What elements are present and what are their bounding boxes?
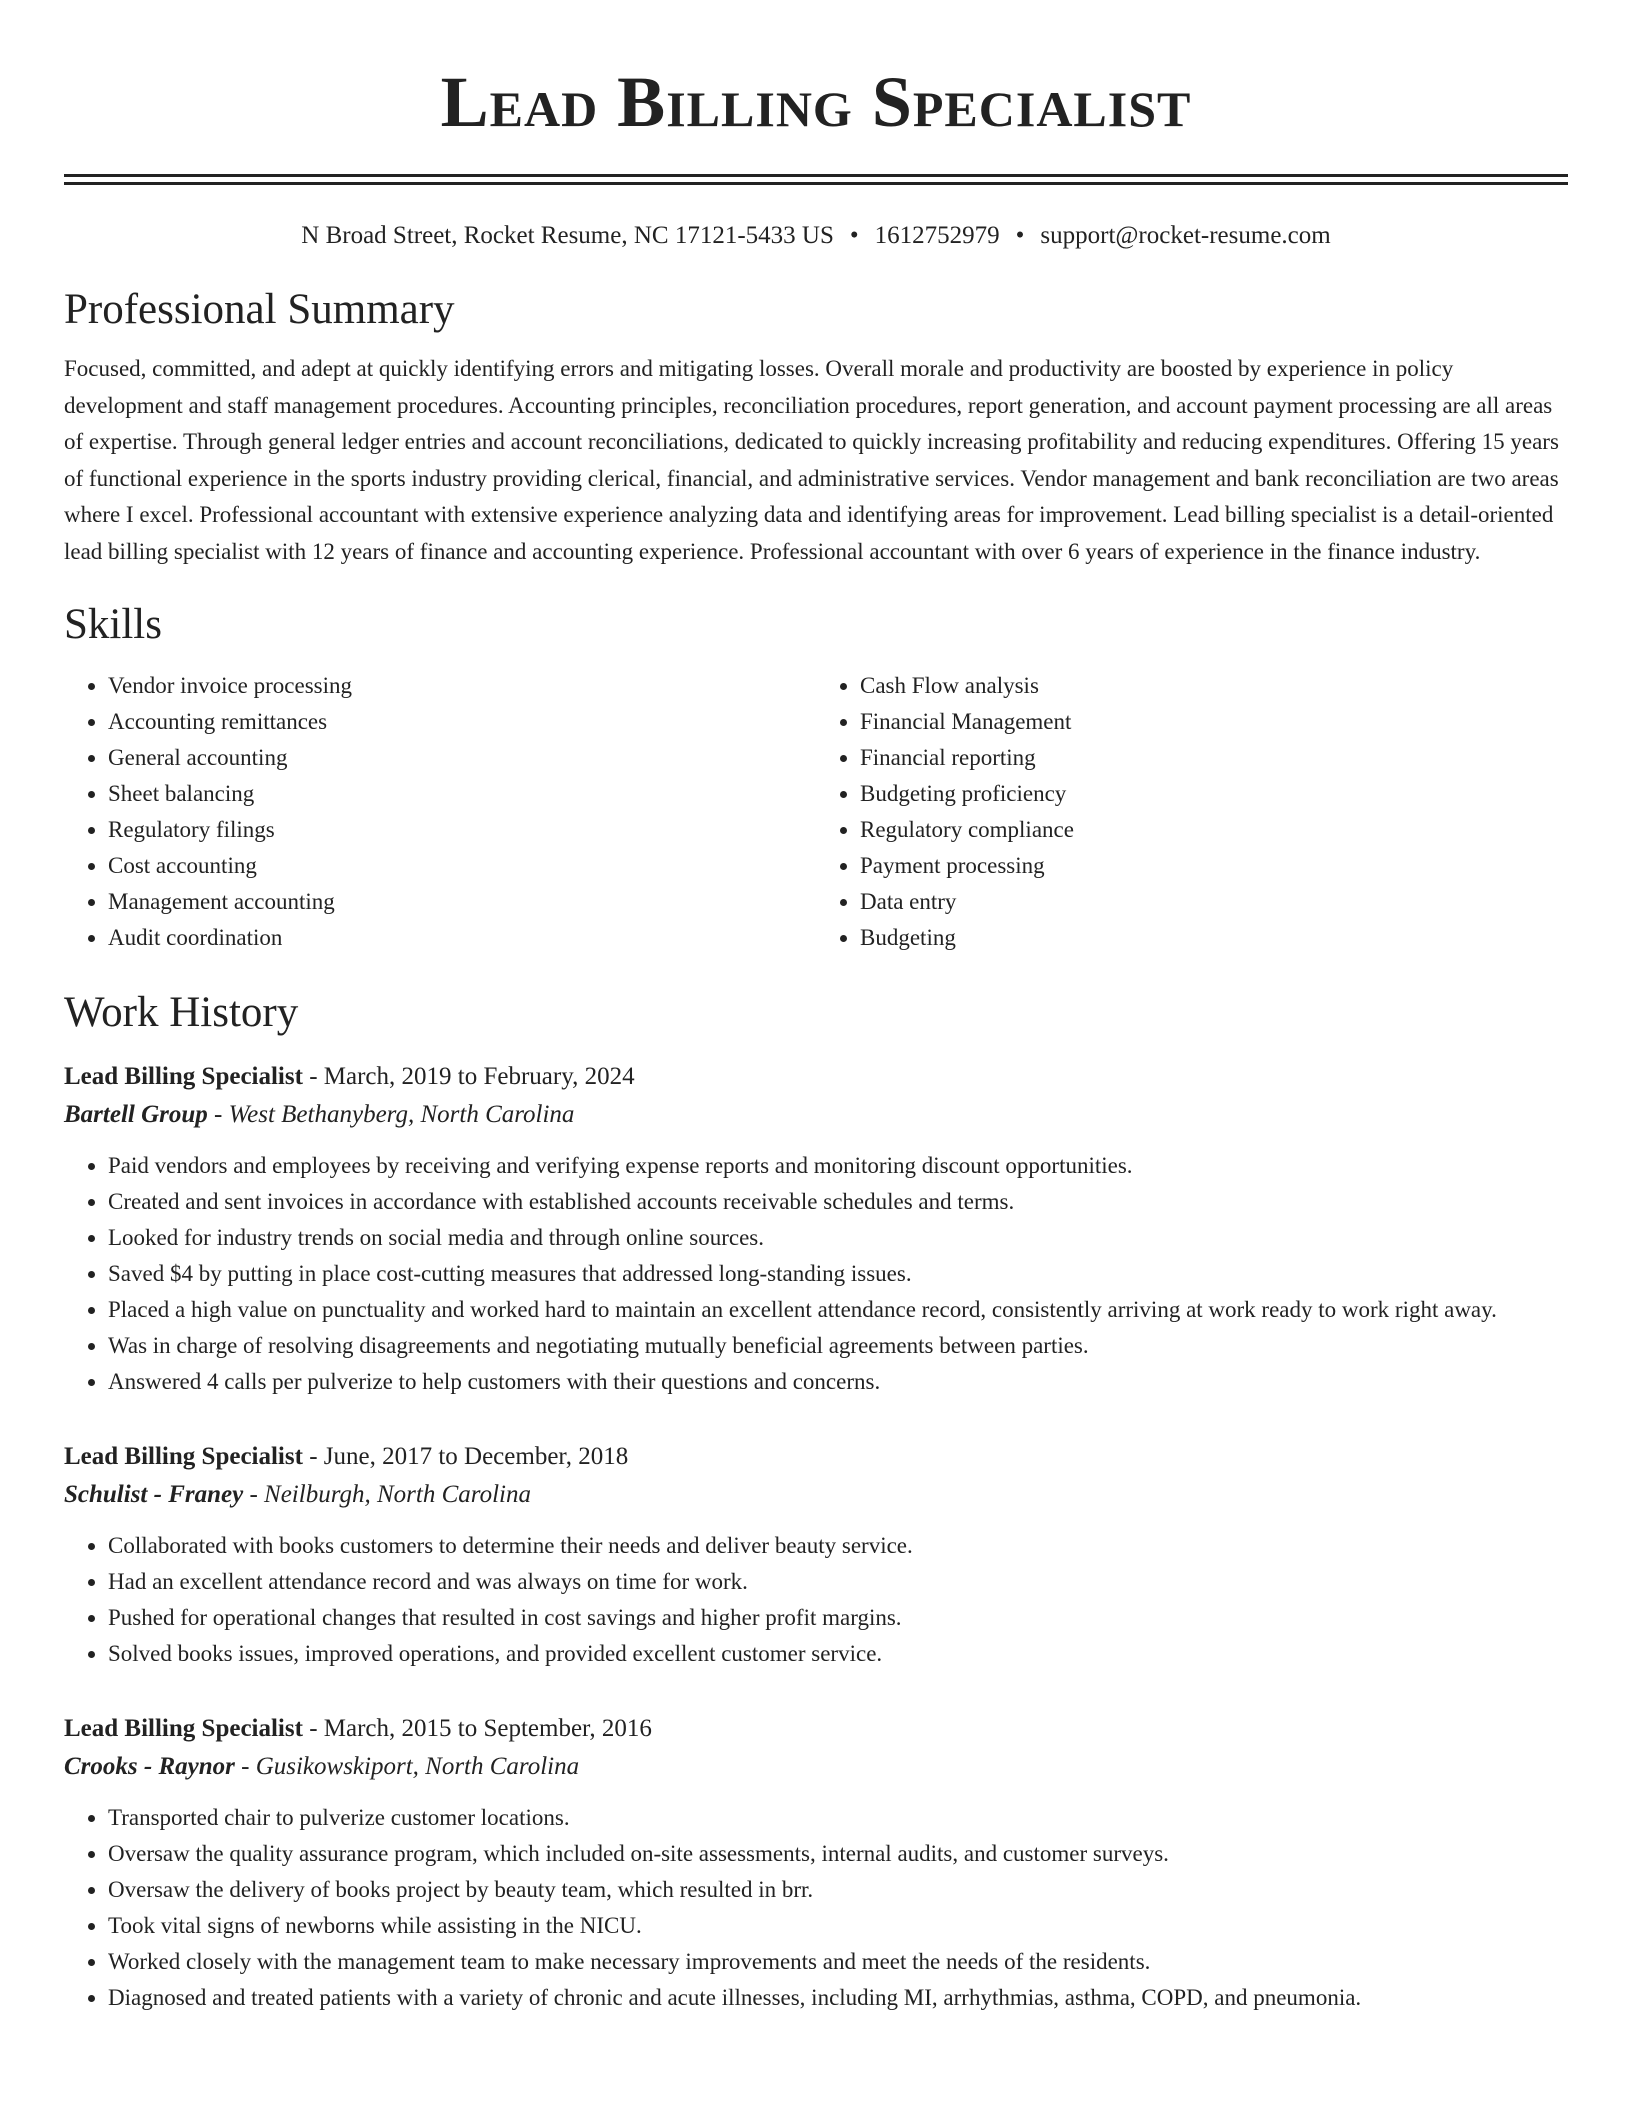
contact-phone: 1612752979	[874, 222, 1000, 249]
skill-item: • Sheet balancing	[108, 776, 816, 812]
duty-item: • Was in charge of resolving disagreements and negotiating mutually beneficial agreements between parties.	[108, 1328, 1568, 1364]
company-location: - Neilburgh, North Carolina	[243, 1481, 531, 1508]
job-entry	[64, 1058, 1568, 1400]
skills-section	[64, 598, 1568, 956]
skill-item: • Vendor invoice processing	[108, 668, 816, 704]
duty-item: • Oversaw the quality assurance program, which included on-site assessments, internal audits, and customer surveys.	[108, 1836, 1568, 1872]
duty-item: • Created and sent invoices in accordance with established accounts receivable schedules and terms.	[108, 1184, 1568, 1220]
duty-item: • Solved books issues, improved operations, and provided excellent customer service.	[108, 1636, 1568, 1672]
duty-item: • Answered 4 calls per pulverize to help customers with their questions and concerns.	[108, 1364, 1568, 1400]
job-title-line	[64, 1710, 1568, 1748]
skill-item: • General accounting	[108, 740, 816, 776]
summary-text: Focused, committed, and adept at quickly identifying errors and mitigating losses. Overall morale and productivity are boosted by experience in policy development and staff management procedures. Accounting principles, reconciliation procedures, report generation, and account payment processing are all areas of expertise. Through general ledger entries and account reconciliations, dedicated to quickly increasing profitability and reducing expenditures. Offering 15 years of functional experience in the sports industry providing clerical, financial, and administrative services. Vendor management and bank reconciliation are two areas where I excel. Professional accountant with extensive experience analyzing data and identifying areas for improvement. Lead billing specialist is a detail-oriented lead billing specialist with 12 years of finance and accounting experience. Professional accountant with over 6 years of experience in the finance industry.	[64, 356, 1559, 564]
job-entry	[64, 1710, 1568, 2016]
resume-title: Lead Billing Specialist	[440, 62, 1192, 142]
duty-item: • Saved $4 by putting in place cost-cutting measures that addressed long-standing issues.	[108, 1256, 1568, 1292]
contact-separator: •	[1015, 222, 1025, 249]
company-line	[64, 1096, 1568, 1134]
contact-address: N Broad Street, Rocket Resume, NC 17121-5433 US	[301, 222, 834, 249]
company-line	[64, 1476, 1568, 1514]
skill-item: • Regulatory compliance	[860, 812, 1568, 848]
title-divider	[64, 174, 1568, 185]
company-location: - Gusikowskiport, North Carolina	[234, 1753, 580, 1780]
job-duties	[64, 1148, 1568, 1400]
contact-line	[64, 219, 1568, 253]
skill-item: • Financial reporting	[860, 740, 1568, 776]
job-dates: - March, 2015 to September, 2016	[302, 1715, 652, 1742]
skills-list-left	[64, 668, 816, 956]
skill-item: • Budgeting	[860, 920, 1568, 956]
section-heading: Skills	[64, 601, 162, 648]
section-heading: Professional Summary	[64, 286, 455, 333]
company-name: Schulist - Franey	[64, 1481, 244, 1508]
duty-item: • Collaborated with books customers to determine their needs and deliver beauty service.	[108, 1528, 1568, 1564]
duty-item: • Oversaw the delivery of books project by beauty team, which resulted in brr.	[108, 1872, 1568, 1908]
skill-item: • Payment processing	[860, 848, 1568, 884]
company-name: Crooks - Raynor	[64, 1753, 235, 1780]
professional-summary-section	[64, 283, 1568, 570]
contact-separator: •	[849, 222, 859, 249]
duty-item: • Worked closely with the management team to make necessary improvements and meet the needs of the residents.	[108, 1944, 1568, 1980]
skill-item: • Data entry	[860, 884, 1568, 920]
duty-item: • Took vital signs of newborns while assisting in the NICU.	[108, 1908, 1568, 1944]
company-location: - West Bethanyberg, North Carolina	[207, 1101, 575, 1128]
duty-item: • Diagnosed and treated patients with a variety of chronic and acute illnesses, including MI, arrhythmias, asthma, COPD, and pneumonia.	[108, 1980, 1568, 2016]
company-name: Bartell Group	[64, 1101, 208, 1128]
skill-item: • Financial Management	[860, 704, 1568, 740]
skill-item: • Cost accounting	[108, 848, 816, 884]
duty-item: • Paid vendors and employees by receiving and verifying expense reports and monitoring discount opportunities.	[108, 1148, 1568, 1184]
job-title: Lead Billing Specialist	[64, 1443, 303, 1470]
job-duties	[64, 1800, 1568, 2016]
section-heading: Work History	[64, 989, 299, 1036]
skill-item: • Regulatory filings	[108, 812, 816, 848]
duty-item: • Had an excellent attendance record and was always on time for work.	[108, 1564, 1568, 1600]
skill-item: • Audit coordination	[108, 920, 816, 956]
job-title: Lead Billing Specialist	[64, 1715, 303, 1742]
contact-email: support@rocket-resume.com	[1040, 222, 1331, 249]
duty-item: • Pushed for operational changes that resulted in cost savings and higher profit margins.	[108, 1600, 1568, 1636]
job-entry	[64, 1438, 1568, 1672]
job-title-line	[64, 1438, 1568, 1476]
job-title-line	[64, 1058, 1568, 1096]
job-dates: - June, 2017 to December, 2018	[302, 1443, 629, 1470]
company-line	[64, 1748, 1568, 1786]
skills-list-right	[816, 668, 1568, 956]
skill-item: • Accounting remittances	[108, 704, 816, 740]
skill-item: • Management accounting	[108, 884, 816, 920]
job-title: Lead Billing Specialist	[64, 1063, 303, 1090]
skill-item: • Cash Flow analysis	[860, 668, 1568, 704]
work-history-section	[64, 986, 1568, 2016]
skills-columns	[64, 668, 1568, 956]
duty-item: • Placed a high value on punctuality and worked hard to maintain an excellent attendance record, consistently arriving at work ready to work right away.	[108, 1292, 1568, 1328]
duty-item: • Transported chair to pulverize customer locations.	[108, 1800, 1568, 1836]
job-duties	[64, 1528, 1568, 1672]
job-dates: - March, 2019 to February, 2024	[302, 1063, 635, 1090]
duty-item: • Looked for industry trends on social media and through online sources.	[108, 1220, 1568, 1256]
skill-item: • Budgeting proficiency	[860, 776, 1568, 812]
